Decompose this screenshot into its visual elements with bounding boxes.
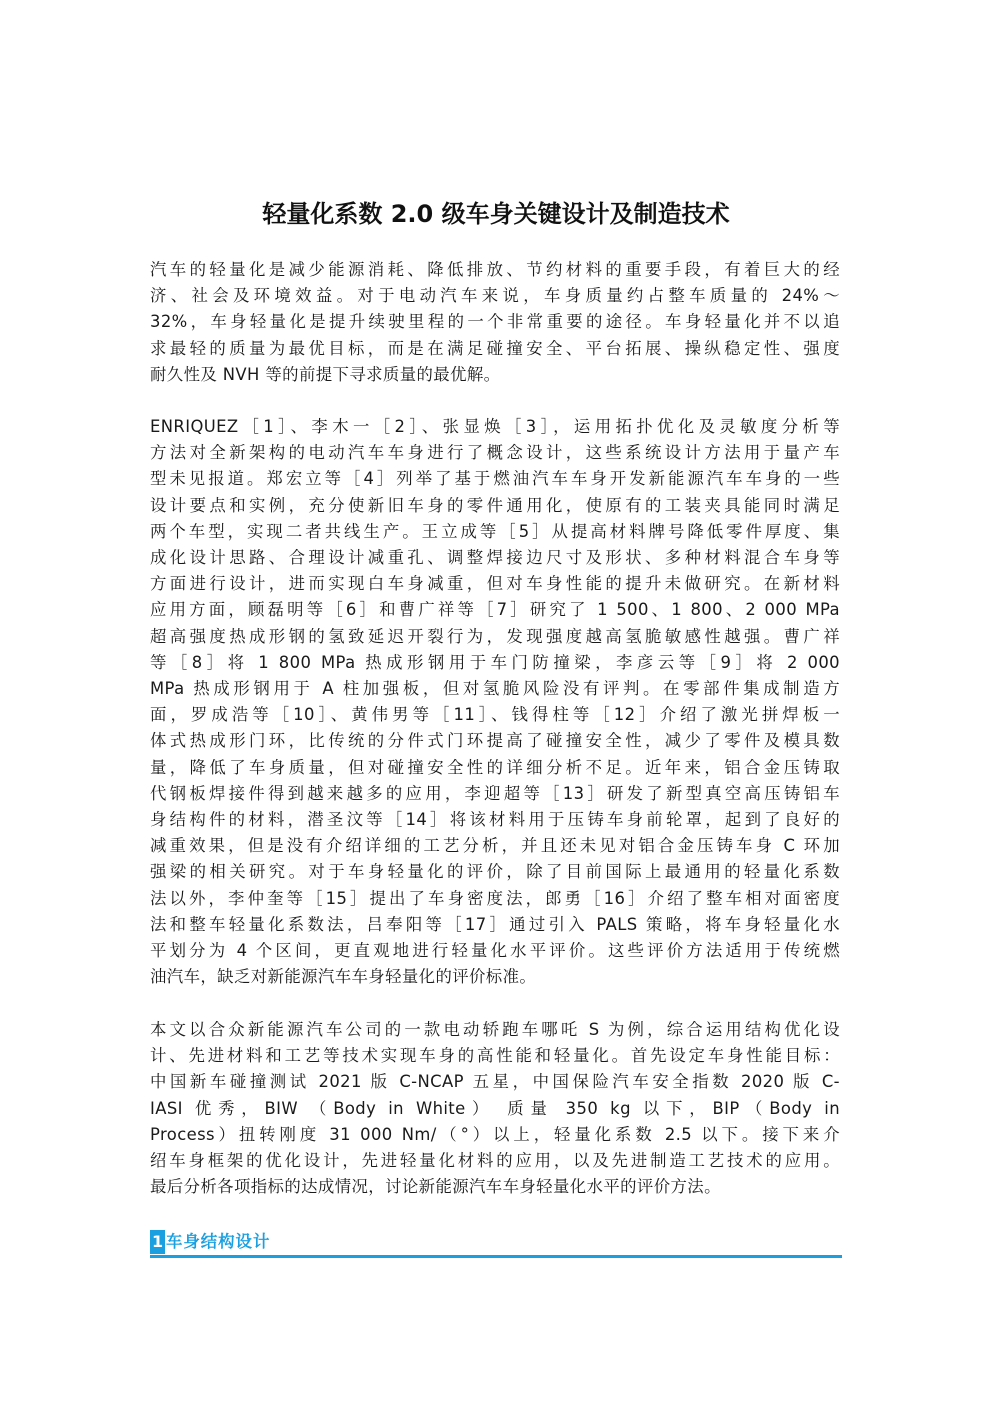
paragraph-line: IASI 优秀，BIW （Body in White） 质量 350 kg 以下，BIP（Body in: [150, 1098, 840, 1118]
paragraph-line: 32%，车身轻量化是提升续驶里程的一个非常重要的途径。车身轻量化并不以追: [150, 312, 840, 332]
paragraph-line: 济、社会及环境效益。对于电动汽车来说，车身质量约占整车质量的 24%～: [150, 286, 840, 306]
paragraph-line: 方法对全新架构的电动汽车车身进行了概念设计，这些系统设计方法用于量产车: [150, 443, 840, 463]
document-title: 轻量化系数 2.0 级车身关键设计及制造技术: [262, 200, 730, 228]
paragraph-line: 量，降低了车身质量，但对碰撞安全性的详细分析不足。近年来，铝合金压铸取: [150, 757, 840, 777]
paragraph-line: 面，罗成浩等［10］、黄伟男等［11］、钱得柱等［12］介绍了激光拼焊板一: [150, 705, 840, 725]
paragraph-line: 中国新车碰撞测试 2021 版 C-NCAP 五星，中国保险汽车安全指数 2020 版 C-: [150, 1072, 840, 1092]
paragraph-introduction: [150, 257, 840, 388]
paragraph-line: 两个车型，实现二者共线生产。王立成等［5］从提高材料牌号降低零件厚度、集: [150, 521, 840, 541]
section-heading: [150, 1228, 842, 1258]
paragraph-line: 法以外，李仲奎等［15］提出了车身密度法，郎勇［16］介绍了整车相对面密度: [150, 888, 840, 908]
paragraph-line: 体式热成形门环，比传统的分件式门环提高了碰撞安全性，减少了零件及模具数: [150, 731, 840, 751]
paragraph-line: 绍车身框架的优化设计，先进轻量化材料的应用，以及先进制造工艺技术的应用。: [150, 1151, 840, 1171]
paragraph-line: 减重效果，但是没有介绍详细的工艺分析，并且还未见对铝合金压铸车身 C 环加: [150, 836, 840, 856]
paragraph-line: 耐久性及 NVH 等的前提下寻求质量的最优解。: [150, 364, 501, 384]
paragraph-line: MPa 热成形钢用于 A 柱加强板，但对氢脆风险没有评判。在零部件集成制造方: [150, 679, 840, 699]
paragraph-line: ENRIQUEZ［1］、李木一［2］、张显焕［3］，运用拓扑优化及灵敏度分析等: [150, 417, 840, 436]
paragraph-line: 平划分为 4 个区间，更直观地进行轻量化水平评价。这些评价方法适用于传统燃: [150, 941, 840, 961]
paragraph-line: 身结构件的材料，潜圣汶等［14］将该材料用于压铸车身前轮罩，起到了良好的: [150, 810, 840, 830]
paragraph-line: 成化设计思路、合理设计减重孔、调整焊接边尺寸及形状、多种材料混合车身等: [150, 548, 840, 568]
paragraph-line: 法和整车轻量化系数法，吕奉阳等［17］通过引入 PALS 策略，将车身轻量化水: [150, 914, 840, 934]
paragraph-line: Process）扭转刚度 31 000 Nm/（°）以上，轻量化系数 2.5 以下。接下来介: [150, 1124, 840, 1144]
paragraph-line: 代钢板焊接件得到越来越多的应用，李迎超等［13］研发了新型真空高压铸铝车: [150, 783, 840, 803]
paragraph-line: 求最轻的质量为最优目标，而是在满足碰撞安全、平台拓展、操纵稳定性、强度: [150, 338, 840, 358]
section-number: 1: [150, 1230, 165, 1254]
paragraph-line: 应用方面，顾磊明等［6］和曹广祥等［7］研究了 1 500、1 800、2 000 MPa: [150, 600, 840, 620]
paragraph-line: 型未见报道。郑宏立等［4］列举了基于燃油汽车车身开发新能源汽车车身的一些: [150, 469, 840, 489]
paragraph-line: 等［8］将 1 800 MPa 热成形钢用于车门防撞梁，李彦云等［9］将 2 000: [150, 652, 840, 672]
paragraph-line: 本文以合众新能源汽车公司的一款电动轿跑车哪吒 S 为例，综合运用结构优化设: [150, 1020, 840, 1039]
paragraph-line: 设计要点和实例，充分使新旧车身的零件通用化，使原有的工装夹具能同时满足: [150, 495, 840, 515]
paragraph-line: 方面进行设计，进而实现白车身减重，但对车身性能的提升未做研究。在新材料: [150, 574, 840, 594]
paragraph-literature-review: [150, 414, 840, 990]
paragraph-line: 计、先进材料和工艺等技术实现车身的高性能和轻量化。首先设定车身性能目标：: [150, 1046, 840, 1066]
paragraph-line: 油汽车，缺乏对新能源汽车车身轻量化的评价标准。: [150, 967, 537, 987]
paragraph-line: 超高强度热成形钢的氢致延迟开裂行为，发现强度越高氢脆敏感性越强。曹广祥: [150, 626, 840, 646]
paragraph-scope: [150, 1017, 840, 1200]
section-title: 车身结构设计: [166, 1232, 271, 1251]
paragraph-line: 汽车的轻量化是减少能源消耗、降低排放、节约材料的重要手段，有着巨大的经: [150, 260, 840, 279]
paragraph-line: 最后分析各项指标的达成情况，讨论新能源汽车车身轻量化水平的评价方法。: [150, 1177, 721, 1197]
paragraph-line: 强梁的相关研究。对于车身轻量化的评价，除了目前国际上最通用的轻量化系数: [150, 862, 840, 882]
